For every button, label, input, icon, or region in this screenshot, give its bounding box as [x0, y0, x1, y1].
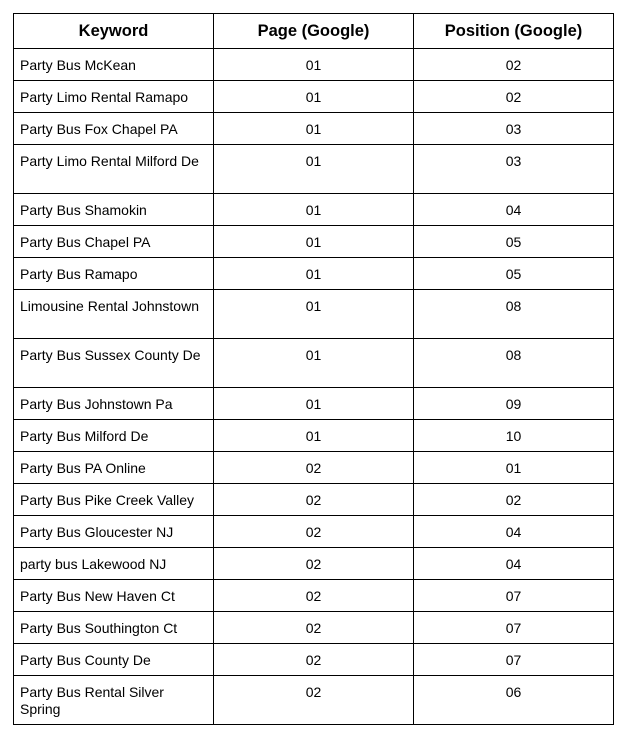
page-cell: 02 [214, 644, 414, 676]
position-cell: 02 [414, 49, 614, 81]
keyword-cell: Party Bus Shamokin [14, 194, 214, 226]
table-row [14, 49, 614, 81]
keyword-cell: Party Bus Fox Chapel PA [14, 113, 214, 145]
keyword-cell: Party Limo Rental Milford De [14, 145, 214, 194]
page-cell: 02 [214, 612, 414, 644]
table-row [14, 580, 614, 612]
table-row [14, 548, 614, 580]
ranking-table-container [13, 13, 614, 725]
position-cell: 05 [414, 258, 614, 290]
table-row [14, 81, 614, 113]
position-cell: 08 [414, 290, 614, 339]
position-cell: 08 [414, 339, 614, 388]
keyword-cell: Party Limo Rental Ramapo [14, 81, 214, 113]
position-cell: 04 [414, 194, 614, 226]
keyword-cell: Party Bus Rental Silver Spring [14, 676, 214, 725]
page-cell: 01 [214, 145, 414, 194]
page-cell: 02 [214, 548, 414, 580]
keyword-ranking-table [13, 13, 614, 725]
page-cell: 02 [214, 580, 414, 612]
header-page-google: Page (Google) [214, 14, 414, 49]
keyword-cell: Party Bus Sussex County De [14, 339, 214, 388]
position-cell: 10 [414, 420, 614, 452]
page-cell: 02 [214, 516, 414, 548]
position-cell: 01 [414, 452, 614, 484]
page-cell: 01 [214, 49, 414, 81]
position-cell: 05 [414, 226, 614, 258]
position-cell: 02 [414, 81, 614, 113]
page-cell: 01 [214, 258, 414, 290]
page-cell: 02 [214, 676, 414, 725]
table-row [14, 452, 614, 484]
position-cell: 03 [414, 145, 614, 194]
table-row [14, 612, 614, 644]
keyword-cell: Party Bus County De [14, 644, 214, 676]
table-row [14, 226, 614, 258]
header-keyword: Keyword [14, 14, 214, 49]
keyword-cell: Party Bus Milford De [14, 420, 214, 452]
page-cell: 02 [214, 452, 414, 484]
table-row [14, 420, 614, 452]
page-cell: 01 [214, 388, 414, 420]
keyword-cell: Party Bus McKean [14, 49, 214, 81]
page-cell: 01 [214, 226, 414, 258]
table-row [14, 339, 614, 388]
position-cell: 07 [414, 644, 614, 676]
keyword-cell: Party Bus PA Online [14, 452, 214, 484]
table-header-row [14, 14, 614, 49]
position-cell: 03 [414, 113, 614, 145]
page-cell: 01 [214, 339, 414, 388]
table-row [14, 516, 614, 548]
position-cell: 09 [414, 388, 614, 420]
header-position-google: Position (Google) [414, 14, 614, 49]
table-row [14, 194, 614, 226]
position-cell: 06 [414, 676, 614, 725]
page-cell: 02 [214, 484, 414, 516]
table-row [14, 676, 614, 725]
keyword-cell: Party Bus Ramapo [14, 258, 214, 290]
table-row [14, 388, 614, 420]
page-cell: 01 [214, 194, 414, 226]
position-cell: 04 [414, 516, 614, 548]
position-cell: 02 [414, 484, 614, 516]
page-cell: 01 [214, 81, 414, 113]
table-row [14, 644, 614, 676]
keyword-cell: Party Bus Johnstown Pa [14, 388, 214, 420]
table-row [14, 113, 614, 145]
page-cell: 01 [214, 113, 414, 145]
keyword-cell: Party Bus New Haven Ct [14, 580, 214, 612]
page-cell: 01 [214, 420, 414, 452]
table-row [14, 145, 614, 194]
table-row [14, 258, 614, 290]
table-row [14, 484, 614, 516]
keyword-cell: Party Bus Southington Ct [14, 612, 214, 644]
position-cell: 07 [414, 612, 614, 644]
page-cell: 01 [214, 290, 414, 339]
keyword-cell: party bus Lakewood NJ [14, 548, 214, 580]
keyword-cell: Party Bus Chapel PA [14, 226, 214, 258]
keyword-cell: Party Bus Gloucester NJ [14, 516, 214, 548]
position-cell: 04 [414, 548, 614, 580]
table-row [14, 290, 614, 339]
keyword-cell: Limousine Rental Johnstown [14, 290, 214, 339]
keyword-cell: Party Bus Pike Creek Valley [14, 484, 214, 516]
position-cell: 07 [414, 580, 614, 612]
